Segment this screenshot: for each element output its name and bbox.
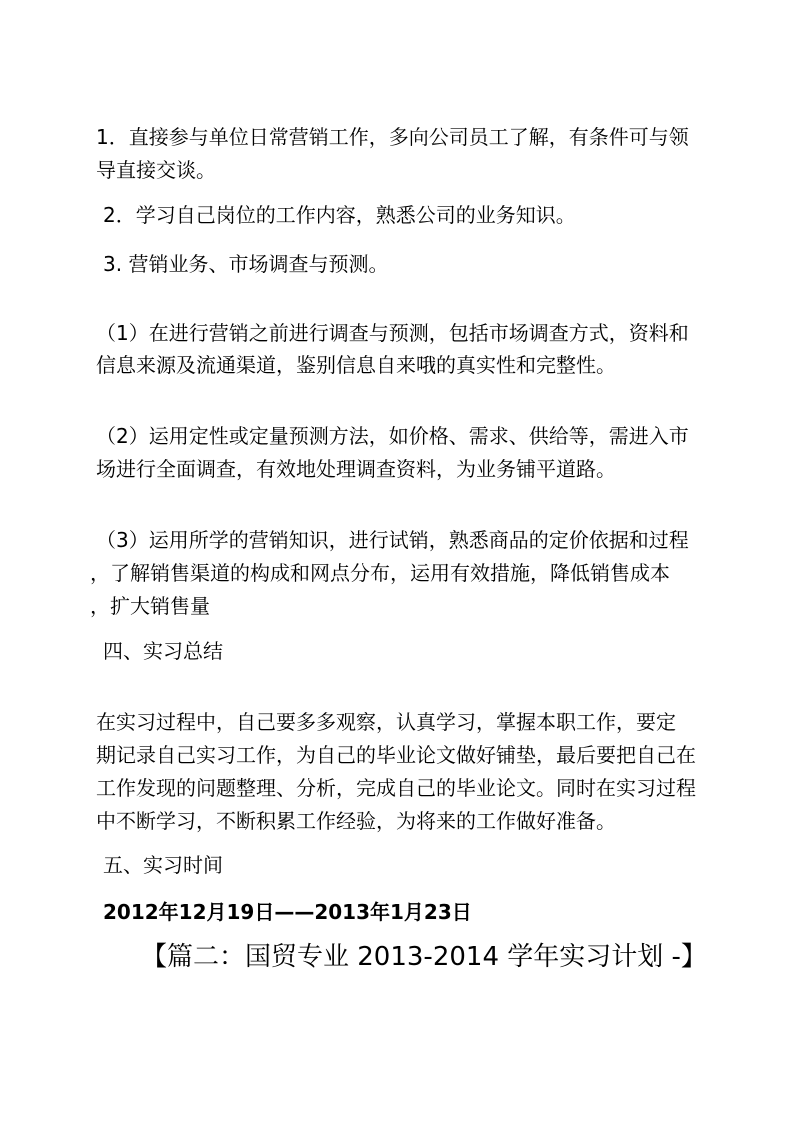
- sub-item-2-line-1: （2）运用定性或定量预测方法，如价格、需求、供给等，需进入市: [96, 424, 689, 448]
- sub-item-3-line-2: ，了解销售渠道的构成和网点分布，运用有效措施，降低销售成本: [90, 561, 670, 585]
- item-2-line-1: 2．学习自己岗位的工作内容，熟悉公司的业务知识。: [103, 203, 576, 227]
- sub-item-3-line-1: （3）运用所学的营销知识，进行试销，熟悉商品的定价依据和过程: [96, 528, 689, 552]
- internship-period: 2012年12月19日——2013年1月23日: [103, 900, 472, 924]
- section-5-title: 五、实习时间: [103, 853, 223, 877]
- item-1-line-2: 导直接交谈。: [96, 158, 216, 182]
- summary-line-2: 期记录自己实习工作，为自己的毕业论文做好铺垫，最后要把自己在: [96, 743, 696, 767]
- item-3-line-1: 3. 营销业务、市场调查与预测。: [103, 252, 389, 276]
- sub-item-3-line-3: ，扩大销售量: [90, 594, 210, 618]
- item-1-line-1: 1．直接参与单位日常营销工作，多向公司员工了解，有条件可与领: [96, 125, 689, 149]
- sub-item-1-line-2: 信息来源及流通渠道，鉴别信息自来哦的真实性和完整性。: [96, 353, 616, 377]
- summary-line-4: 中不断学习，不断积累工作经验，为将来的工作做好准备。: [96, 809, 616, 833]
- sub-item-1-line-1: （1）在进行营销之前进行调查与预测，包括市场调查方式，资料和: [96, 321, 689, 345]
- summary-line-1: 在实习过程中，自己要多多观察，认真学习，掌握本职工作，要定: [96, 710, 676, 734]
- section-4-title: 四、实习总结: [103, 639, 223, 663]
- summary-line-3: 工作发现的问题整理、分析，完成自己的毕业论文。同时在实习过程: [96, 776, 696, 800]
- sub-item-2-line-2: 场进行全面调查，有效地处理调查资料，为业务铺平道路。: [96, 457, 616, 481]
- next-section-heading: 【篇二：国贸专业 2013-2014 学年实习计划 -】: [141, 942, 707, 972]
